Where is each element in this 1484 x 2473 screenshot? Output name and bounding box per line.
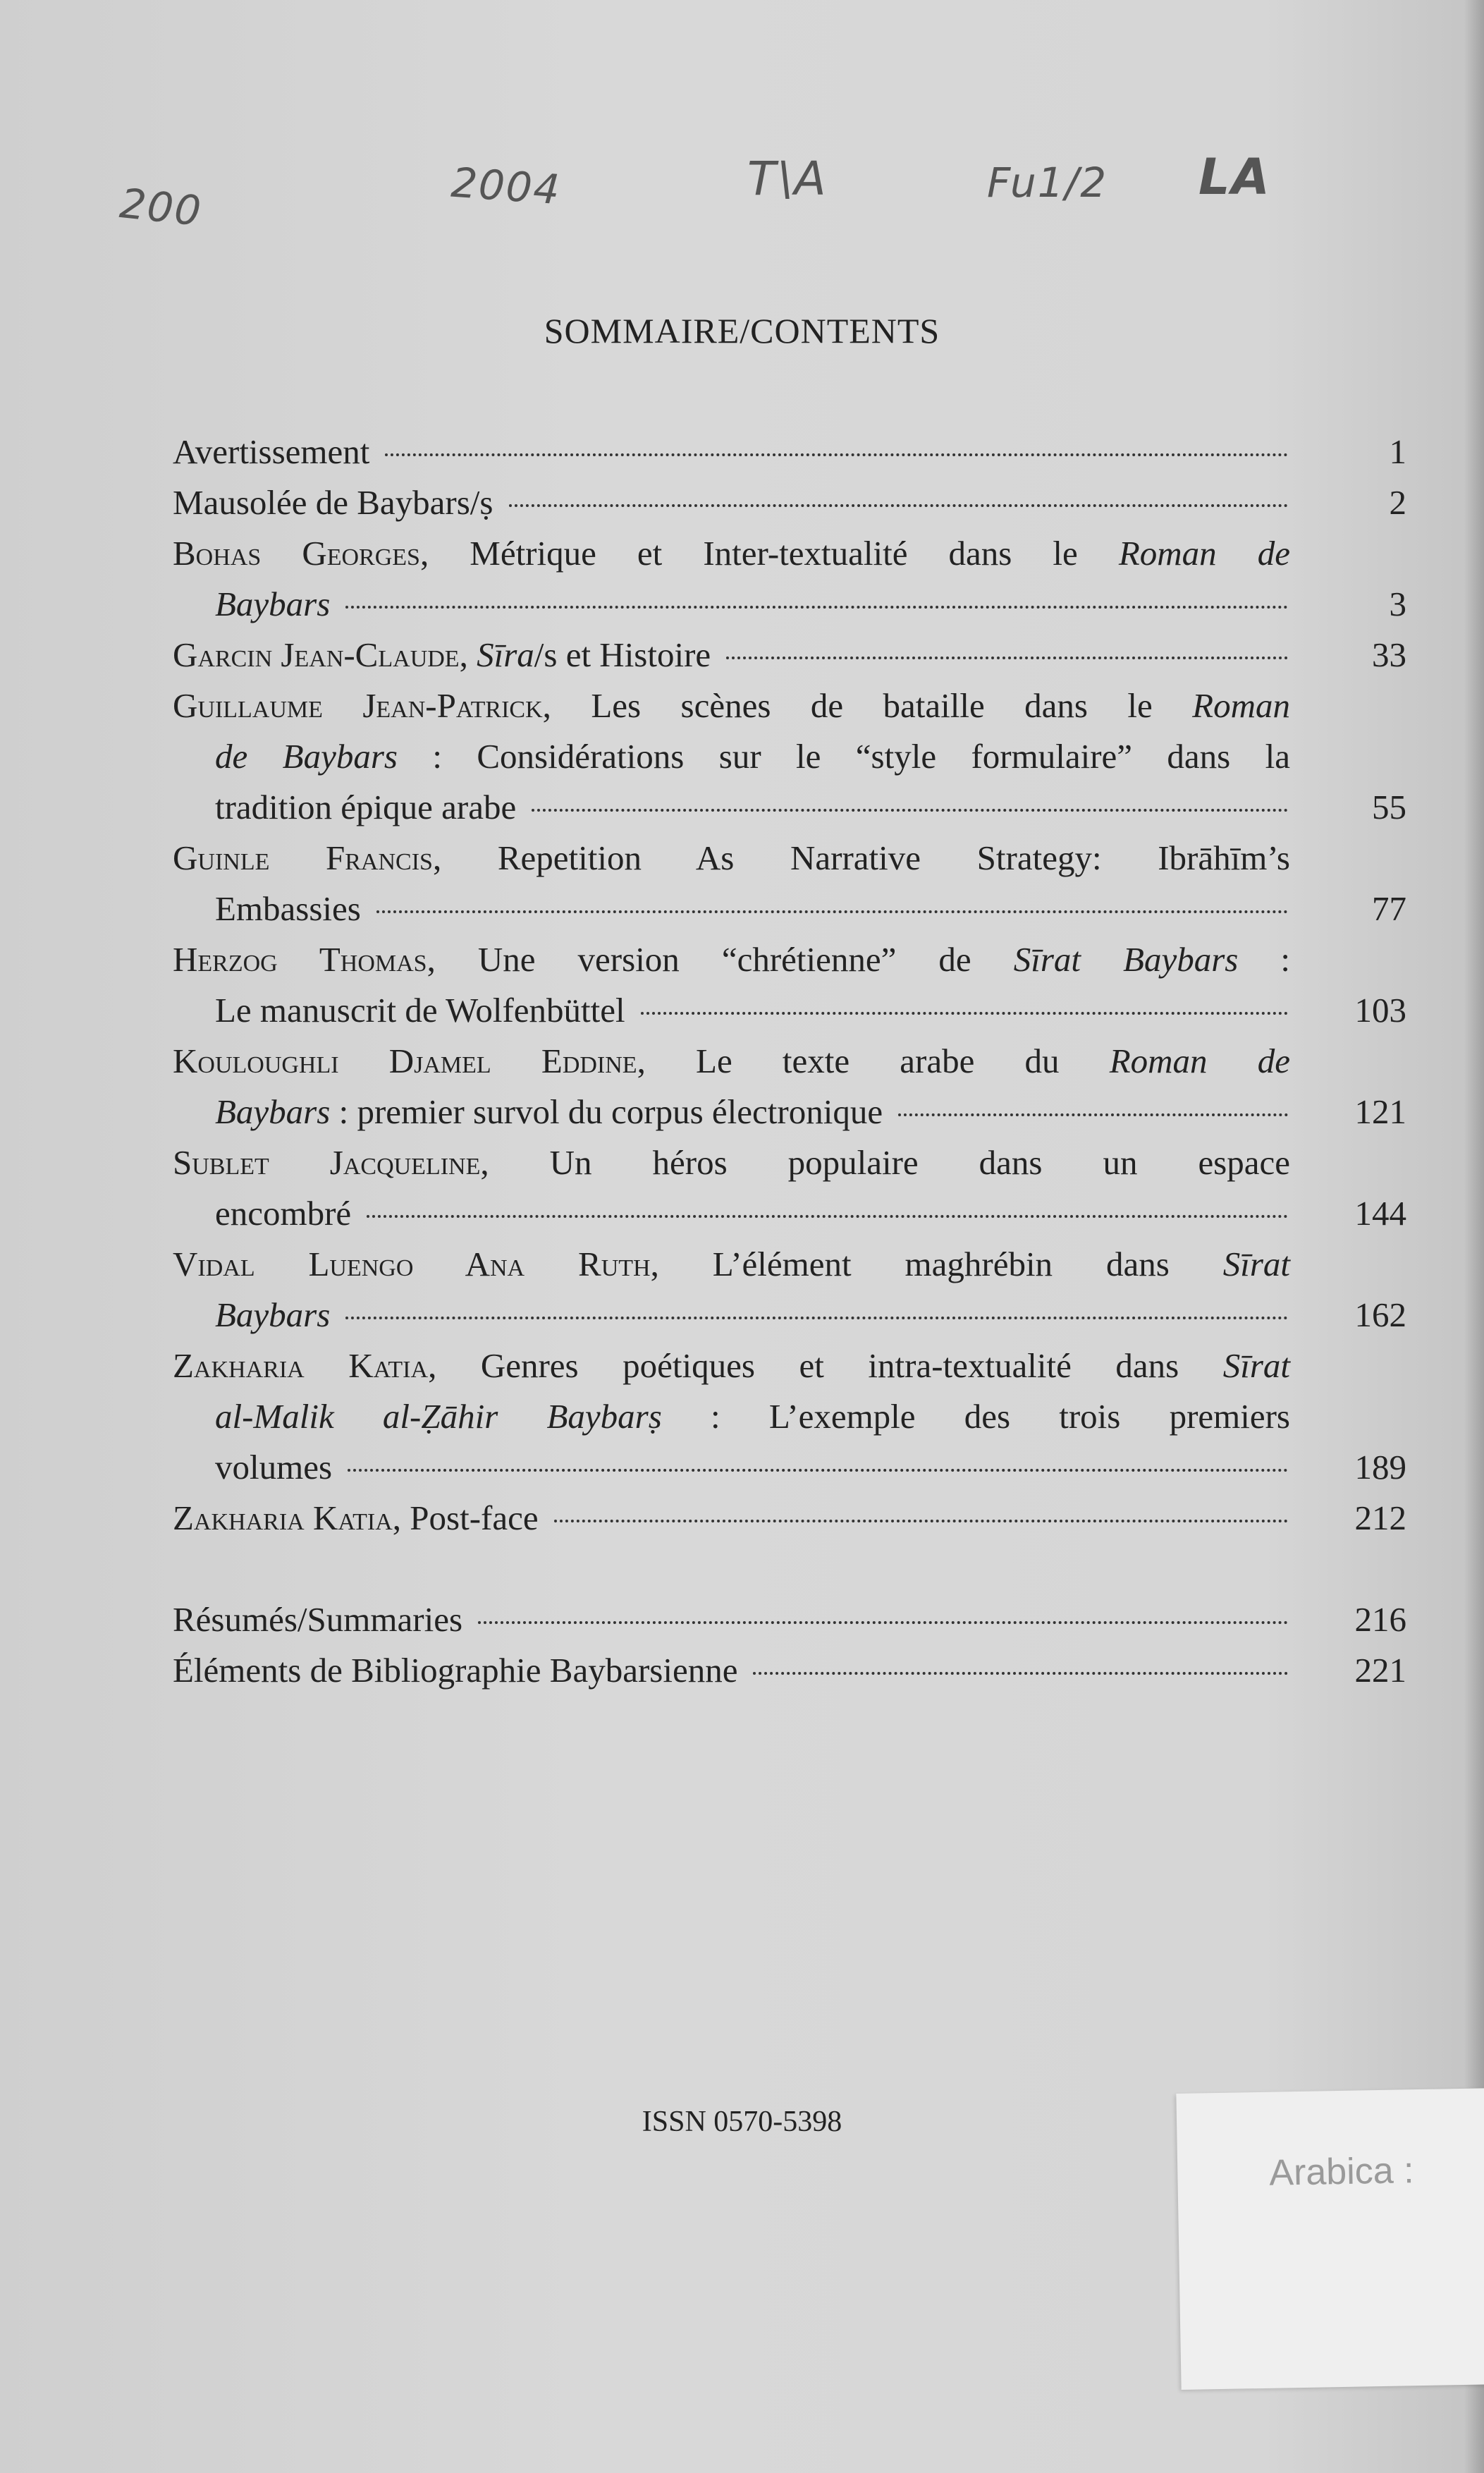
separator: , xyxy=(542,686,591,725)
entry-title xyxy=(173,1137,1290,1188)
toc-entry xyxy=(173,934,1406,1036)
entry-author: Herzog Thomas xyxy=(173,940,427,979)
dot-leader xyxy=(367,1215,1288,1218)
entry-title-continued xyxy=(215,1087,883,1137)
title-text: Post-face xyxy=(410,1498,539,1537)
handwritten-note: T\A xyxy=(747,152,828,206)
separator: , xyxy=(650,1245,713,1283)
page-number: 77 xyxy=(1372,889,1406,928)
handwritten-note: Fu1/2 xyxy=(987,159,1108,207)
page-number: 2 xyxy=(1389,483,1406,522)
handwritten-note: LA xyxy=(1198,148,1271,206)
section-spacer xyxy=(173,1544,1406,1594)
entry-author: Vidal Luengo Ana Ruth xyxy=(173,1245,651,1283)
entry-title xyxy=(173,1493,539,1544)
separator: , xyxy=(432,838,498,877)
table-of-contents xyxy=(173,427,1406,1696)
page-title: SOMMAIRE/CONTENTS xyxy=(544,311,940,350)
title-text: Les scènes de bataille dans le xyxy=(591,686,1193,725)
dot-leader xyxy=(753,1672,1288,1675)
title-text: Une version “chrétienne” de xyxy=(477,940,1014,979)
entry-title xyxy=(173,680,1290,731)
sticker-text: Arabica : xyxy=(1268,2150,1415,2194)
toc-entry xyxy=(173,1239,1406,1341)
separator: , xyxy=(480,1143,550,1182)
entry-title xyxy=(173,1036,1290,1087)
dot-leader xyxy=(641,1012,1288,1015)
entry-title xyxy=(173,1239,1290,1290)
separator: , xyxy=(392,1498,410,1537)
separator: , xyxy=(427,940,478,979)
entry-title xyxy=(173,528,1290,579)
title-text: : Considérations sur le “style formulaire” dans la xyxy=(397,737,1290,776)
handwritten-note: 2004 xyxy=(449,158,563,214)
page-number: 162 xyxy=(1354,1295,1406,1334)
page-number: 1 xyxy=(1389,432,1406,471)
page-number: 55 xyxy=(1372,788,1406,826)
title-italic: Roman xyxy=(1192,686,1290,725)
title-text: Genres poétiques et intra-textualité dans xyxy=(480,1346,1223,1385)
page-number: 144 xyxy=(1354,1194,1406,1233)
entry-title: Éléments de Bibliographie Baybarsienne xyxy=(173,1651,738,1690)
title-text: /s et Histoire xyxy=(534,635,711,674)
page-number: 33 xyxy=(1372,635,1406,674)
toc-entry xyxy=(173,427,1406,477)
page-number: 103 xyxy=(1354,991,1406,1030)
dot-leader xyxy=(376,910,1288,913)
entry-title-continued xyxy=(215,1391,1290,1442)
page-number: 216 xyxy=(1354,1600,1406,1639)
toc-entry xyxy=(173,1493,1406,1544)
dot-leader xyxy=(478,1621,1288,1624)
title-text: Un héros populaire dans un espace xyxy=(549,1143,1291,1182)
title-italic: Roman de xyxy=(1118,534,1290,573)
title-italic: Sīrat xyxy=(1222,1245,1290,1283)
title-italic: al-Malik al-Ẓāhir Baybarṣ xyxy=(215,1397,662,1436)
entry-title: Mausolée de Baybars/ṣ xyxy=(173,483,493,522)
page-number: 221 xyxy=(1354,1651,1406,1690)
toc-entry xyxy=(173,680,1406,833)
handwritten-note: 200 xyxy=(117,179,204,236)
issn-number: ISSN 0570-5398 xyxy=(642,2106,842,2138)
title-text: volumes xyxy=(215,1448,333,1486)
entry-title: Avertissement xyxy=(173,432,370,471)
toc-entry xyxy=(173,1594,1406,1645)
dot-leader xyxy=(532,809,1288,812)
entry-author: Sublet Jacqueline xyxy=(173,1143,481,1182)
toc-entry xyxy=(173,630,1406,680)
toc-entry xyxy=(173,1645,1406,1696)
entry-author: Guillaume Jean-Patrick xyxy=(173,686,543,725)
title-text: tradition épique arabe xyxy=(215,788,517,826)
title-text: Métrique et Inter-textualité dans le xyxy=(470,534,1119,573)
dot-leader xyxy=(385,453,1288,456)
entry-title xyxy=(173,934,1290,985)
title-italic: Sīrat xyxy=(1222,1346,1291,1385)
entry-title xyxy=(173,1341,1290,1391)
title-italic: Baybars xyxy=(215,1295,331,1334)
dot-leader xyxy=(554,1520,1288,1522)
page-number: 3 xyxy=(1389,585,1406,623)
entry-title-continued xyxy=(215,731,1290,782)
separator: , xyxy=(459,635,477,674)
title-italic: Roman de xyxy=(1109,1042,1290,1080)
dot-leader xyxy=(348,1469,1288,1472)
title-text: Repetition As Narrative Strategy: Ibrāhīm’s xyxy=(497,838,1290,877)
dot-leader xyxy=(345,1317,1288,1319)
toc-entry xyxy=(173,1137,1406,1239)
dot-leader xyxy=(726,657,1288,659)
toc-entry xyxy=(173,528,1406,630)
title-italic: Sīrat Baybars xyxy=(1013,940,1239,979)
entry-title xyxy=(173,833,1290,884)
title-text: encombré xyxy=(215,1194,352,1233)
entry-author: Zakharia Katia xyxy=(173,1498,393,1537)
entry-title xyxy=(173,630,711,680)
title-text: : xyxy=(1238,940,1291,979)
separator: , xyxy=(419,534,470,573)
entry-author: Bohas Georges xyxy=(173,534,420,573)
title-text: Embassies xyxy=(215,889,361,928)
toc-entry xyxy=(173,1036,1406,1137)
page-number: 121 xyxy=(1354,1092,1406,1131)
title-text: : premier survol du corpus électronique xyxy=(330,1092,883,1131)
title-text: L’élément maghrébin dans xyxy=(712,1245,1223,1283)
toc-entry xyxy=(173,1341,1406,1493)
dot-leader xyxy=(898,1113,1288,1116)
title-text: Le texte arabe du xyxy=(696,1042,1110,1080)
toc-entry xyxy=(173,477,1406,528)
dot-leader xyxy=(509,504,1289,507)
toc-entry xyxy=(173,833,1406,934)
entry-author: Garcin Jean-Claude xyxy=(173,635,460,674)
entry-author: Zakharia Katia xyxy=(173,1346,429,1385)
page-number: 189 xyxy=(1354,1448,1406,1486)
title-text: : L’exemple des trois premiers xyxy=(661,1397,1290,1436)
title-italic: Baybars xyxy=(215,585,331,623)
library-label-sticker xyxy=(1176,2088,1484,2390)
separator: , xyxy=(428,1346,481,1385)
title-italic: Sīra xyxy=(477,635,534,674)
title-italic: Baybars xyxy=(215,1092,331,1131)
dot-leader xyxy=(345,606,1288,609)
entry-author: Guinle Francis xyxy=(173,838,433,877)
entry-title: Résumés/Summaries xyxy=(173,1600,463,1639)
title-text: Le manuscrit de Wolfenbüttel xyxy=(215,991,625,1030)
page-number: 212 xyxy=(1354,1498,1406,1537)
entry-author: Kouloughli Djamel Eddine xyxy=(173,1042,637,1080)
title-italic: de Baybars xyxy=(215,737,398,776)
separator: , xyxy=(637,1042,697,1080)
